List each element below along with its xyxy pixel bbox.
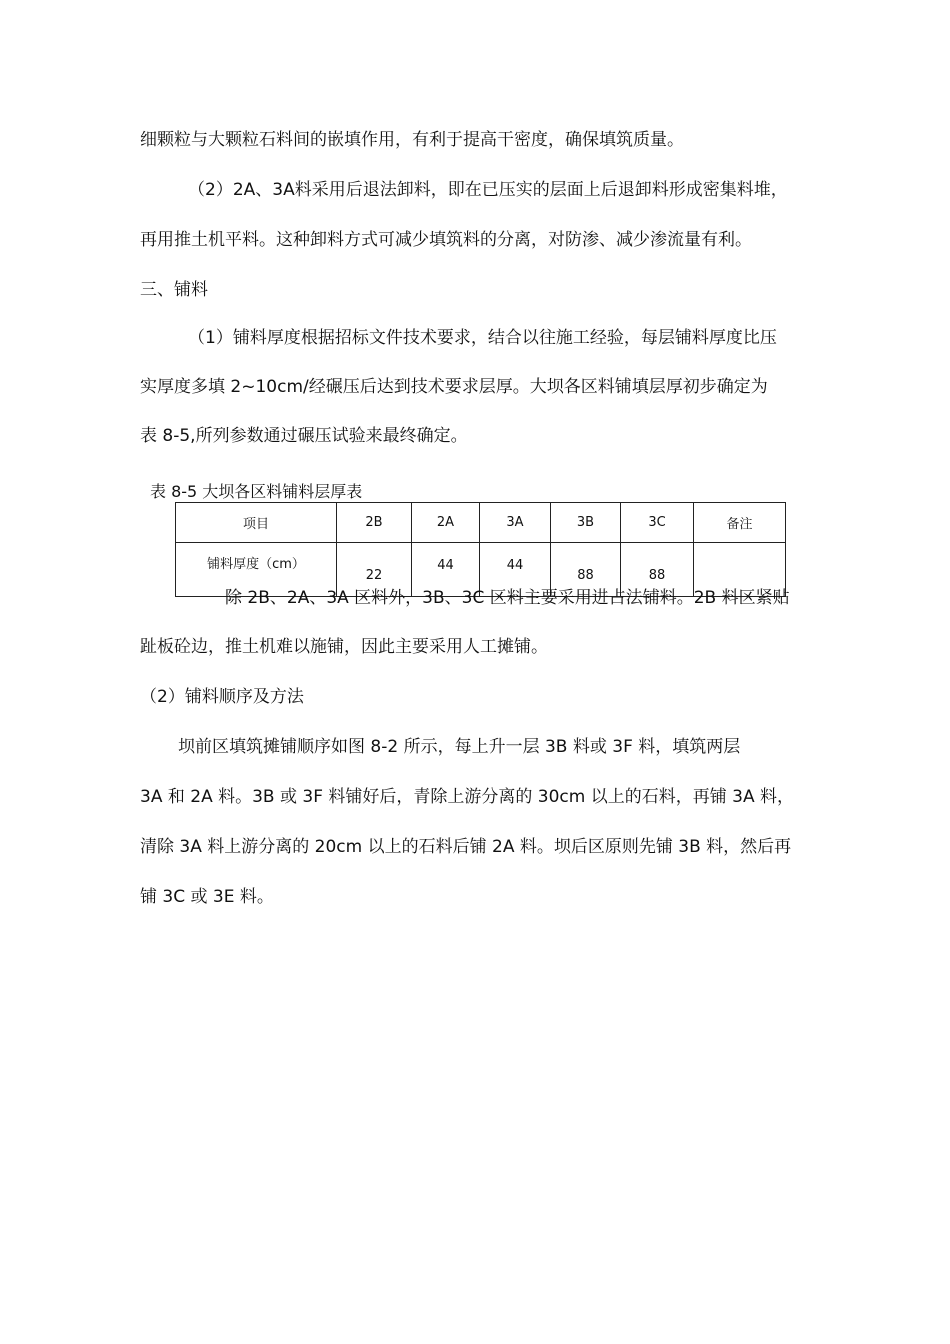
paragraph-line: 实厚度多填 2~10cm/经碾压后达到技术要求层厚。大坝各区料铺填层厚初步确定为	[140, 377, 768, 397]
section-heading: 三、铺料	[140, 280, 208, 300]
table-header-cell: 3C	[621, 503, 694, 543]
table-header-cell: 3B	[551, 503, 621, 543]
table-header-cell: 2A	[412, 503, 480, 543]
paragraph-line: 再用推土机平料。这种卸料方式可减少填筑料的分离，对防渗、减少渗流量有利。	[140, 230, 752, 250]
table-cell: 44	[480, 543, 551, 597]
table-cell: 44	[412, 543, 480, 597]
paragraph-line: 细颗粒与大颗粒石料间的嵌填作用，有利于提高干密度，确保填筑质量。	[140, 130, 684, 150]
table-cell: 22	[337, 543, 412, 597]
table-header-cell: 3A	[480, 503, 551, 543]
table-header-row	[176, 503, 786, 543]
table-caption: 表 8-5 大坝各区料铺料层厚表	[150, 482, 363, 501]
paragraph-line: 清除 3A 料上游分离的 20cm 以上的石料后铺 2A 料。坝后区原则先铺 3B 料，然后再	[140, 837, 792, 857]
table-cell: 铺料厚度（cm）	[176, 543, 337, 597]
table-header-cell: 2B	[337, 503, 412, 543]
paragraph-line: （1）铺料厚度根据招标文件技术要求，结合以往施工经验，每层铺料厚度比压	[188, 328, 777, 348]
paragraph-line: （2）2A、3A料采用后退法卸料，即在已压实的层面上后退卸料形成密集料堆，	[188, 180, 788, 200]
section-heading: （2）铺料顺序及方法	[140, 687, 304, 707]
paragraph-line: 趾板砼边，推土机难以施铺，因此主要采用人工摊铺。	[140, 637, 548, 657]
layer-thickness-table	[175, 502, 786, 597]
table-header-cell: 项目	[176, 503, 337, 543]
paragraph-line: 坝前区填筑摊铺顺序如图 8-2 所示，每上升一层 3B 料或 3F 料，填筑两层	[178, 737, 741, 757]
table-cell: 88	[621, 543, 694, 597]
paragraph-line: 3A 和 2A 料。3B 或 3F 料铺好后，青除上游分离的 30cm 以上的石料，再铺 3A 料，	[140, 787, 794, 807]
paragraph-line: 除 2B、2A、3A 区料外，3B、3C 区料主要采用进占法铺料。2B 料区紧贴	[225, 588, 790, 608]
paragraph-line: 表 8-5,所列参数通过碾压试验来最终确定。	[140, 426, 468, 446]
table-header-cell: 备注	[694, 503, 786, 543]
paragraph-line: 铺 3C 或 3E 料。	[140, 887, 274, 907]
table-cell: 88	[551, 543, 621, 597]
